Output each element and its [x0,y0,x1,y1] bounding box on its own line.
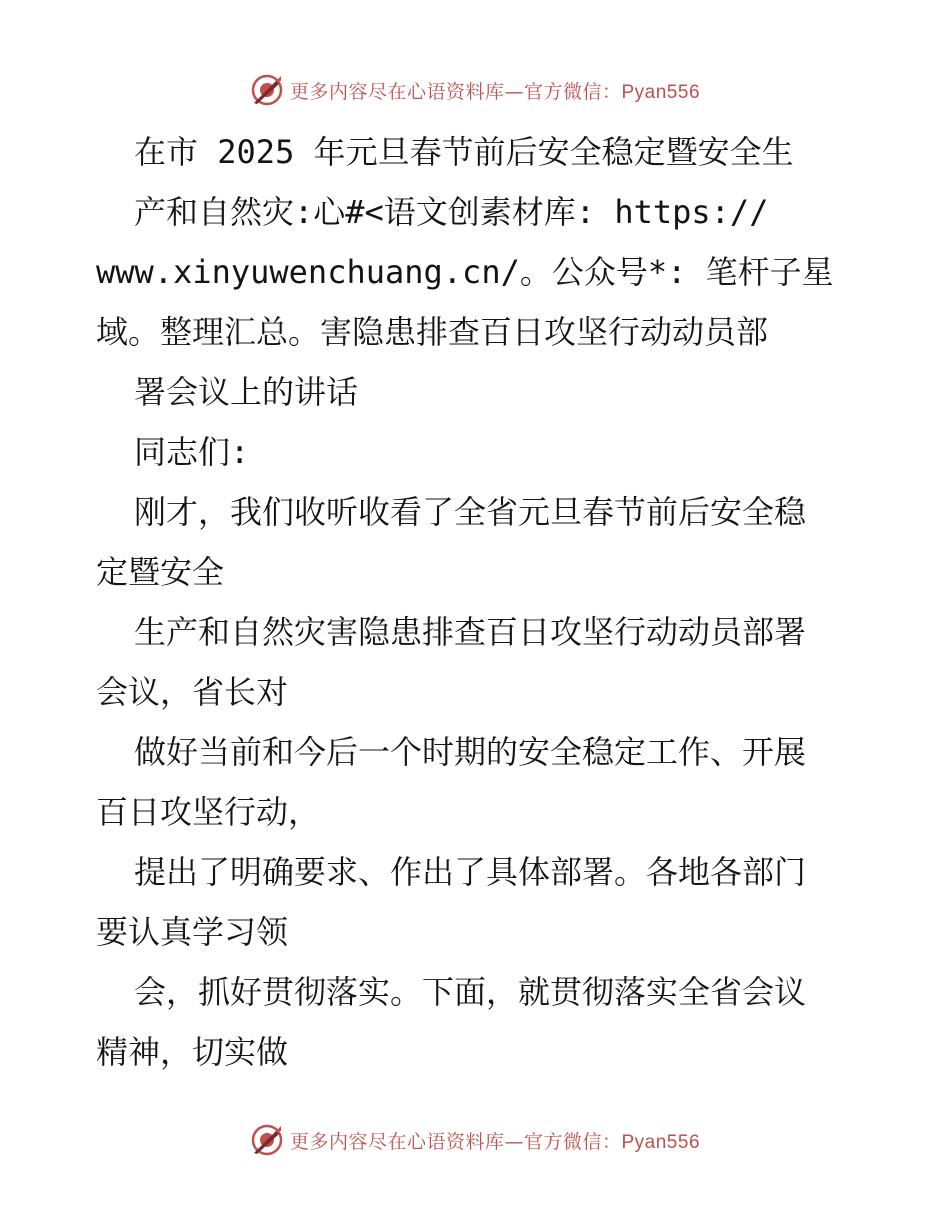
document-body [96,122,866,1082]
paragraph-line: 百日攻坚行动， [96,793,321,831]
paragraph-line: 精神，切实做 [96,1033,289,1071]
footer-banner [0,1120,950,1160]
paragraph-line: 做好当前和今后一个时期的安全稳定工作、开展 [134,733,807,771]
paragraph-line: 会，抓好贯彻落实。下面，就贯彻落实全省会议 [134,973,807,1011]
salutation: 同志们: [134,433,250,471]
footer-banner-text: 更多内容尽在心语资料库—官方微信：Pyan556 [289,1130,701,1153]
quill-seal-icon [250,1123,284,1157]
header-wechat-id: Pyan556 [621,81,701,103]
title-line-2: 产和自然灾:心#<语文创素材库: https:// [134,193,769,231]
paragraph-line: 要认真学习领 [96,913,289,951]
title-line-4: 域。整理汇总。害隐患排查百日攻坚行动动员部 [96,313,769,351]
paragraph-line: 提出了明确要求、作出了具体部署。各地各部门 [134,853,807,891]
paragraph-line: 刚才，我们收听收看了全省元旦春节前后安全稳 [134,493,807,531]
title-line-3: www.xinyuwenchuang.cn/。公众号*: 笔杆子星 [96,253,834,291]
paragraph-line: 生产和自然灾害隐患排查百日攻坚行动动员部署 [134,613,807,651]
title-line-5: 署会议上的讲话 [134,373,359,411]
header-banner [0,70,950,110]
paragraph-line: 定暨安全 [96,553,225,591]
title-line-1: 在市 2025 年元旦春节前后安全稳定暨安全生 [134,133,794,171]
footer-wechat-id: Pyan556 [621,1131,701,1153]
paragraph-line: 会议，省长对 [96,673,289,711]
quill-seal-icon [250,73,284,107]
header-banner-text: 更多内容尽在心语资料库—官方微信：Pyan556 [289,80,701,103]
